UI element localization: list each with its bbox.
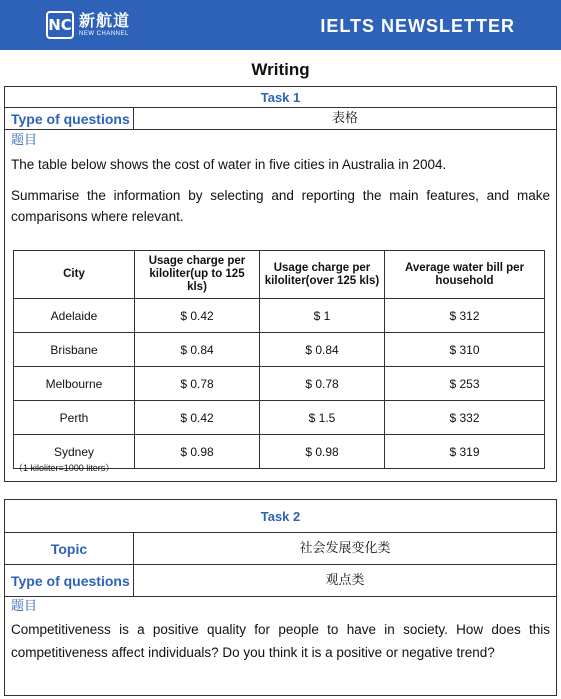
water-cost-table bbox=[13, 250, 545, 469]
table-cell: $ 0.98 bbox=[260, 435, 385, 469]
table-cell: $ 0.42 bbox=[135, 401, 260, 435]
task2-heading: Task 2 bbox=[5, 500, 556, 533]
logo-chinese-text: 新航道 bbox=[79, 11, 131, 30]
table-header-usage-high: Usage charge per kiloliter(over 125 kls) bbox=[260, 251, 385, 299]
table-header-avg-bill: Average water bill per household bbox=[385, 251, 545, 299]
newsletter-title: IELTS NEWSLETTER bbox=[320, 16, 515, 36]
table-cell: $ 312 bbox=[385, 299, 545, 333]
table-cell: $ 0.84 bbox=[135, 333, 260, 367]
task2-topic-row bbox=[5, 533, 556, 565]
task2-prompt-label: 题目 bbox=[11, 599, 38, 614]
table-row bbox=[14, 367, 545, 401]
header-banner bbox=[0, 0, 561, 50]
table-cell: $ 1 bbox=[260, 299, 385, 333]
task1-heading: Task 1 bbox=[5, 87, 556, 108]
task2-panel bbox=[4, 499, 557, 696]
table-cell: $ 1.5 bbox=[260, 401, 385, 435]
page-title: Writing bbox=[251, 60, 310, 79]
table-cell: Melbourne bbox=[14, 367, 135, 401]
table-cell: $ 319 bbox=[385, 435, 545, 469]
table-cell: $ 0.42 bbox=[135, 299, 260, 333]
table-cell: $ 0.78 bbox=[260, 367, 385, 401]
task1-paragraph-2: Summarise the information by selecting and reporting the main features, and make comparisons where relevant. bbox=[11, 188, 550, 224]
task2-topic-key: Topic bbox=[5, 533, 134, 564]
table-row bbox=[14, 299, 545, 333]
task2-topic-value: 社会发展变化类 bbox=[299, 541, 391, 556]
task1-type-row bbox=[5, 108, 556, 130]
table-cell: Sydney bbox=[14, 435, 135, 469]
table-header-usage-low: Usage charge per kiloliter(up to 125 kls) bbox=[135, 251, 260, 299]
table-cell: $ 253 bbox=[385, 367, 545, 401]
table-cell: $ 310 bbox=[385, 333, 545, 367]
table-cell: $ 332 bbox=[385, 401, 545, 435]
logo-mark-icon: NC bbox=[46, 11, 74, 39]
table-cell: $ 0.98 bbox=[135, 435, 260, 469]
table-cell: $ 0.84 bbox=[260, 333, 385, 367]
table-cell: Adelaide bbox=[14, 299, 135, 333]
logo-english-text: NEW CHANNEL bbox=[79, 31, 129, 37]
table-cell: Perth bbox=[14, 401, 135, 435]
table-cell: $ 0.78 bbox=[135, 367, 260, 401]
task1-prompt-label: 题目 bbox=[11, 133, 38, 148]
task2-type-value: 观点类 bbox=[325, 573, 365, 588]
task1-paragraph-1: The table below shows the cost of water in five cities in Australia in 2004. bbox=[11, 157, 447, 172]
table-header-row bbox=[14, 251, 545, 299]
logo bbox=[46, 9, 130, 41]
task2-paragraph: Competitiveness is a positive quality for people to have in society. How does this competitiveness affect individuals? Do you think it is a positive or negative trend? bbox=[11, 622, 550, 660]
table-row bbox=[14, 333, 545, 367]
table-header-city: City bbox=[14, 251, 135, 299]
task2-type-row bbox=[5, 565, 556, 597]
task1-type-key: Type of questions bbox=[5, 108, 134, 129]
table-row bbox=[14, 401, 545, 435]
unit-note: （1 kiloliter=1000 liters） bbox=[14, 463, 115, 473]
task2-type-key: Type of questions bbox=[5, 565, 134, 596]
table-cell: Brisbane bbox=[14, 333, 135, 367]
task1-type-value: 表格 bbox=[331, 111, 358, 126]
